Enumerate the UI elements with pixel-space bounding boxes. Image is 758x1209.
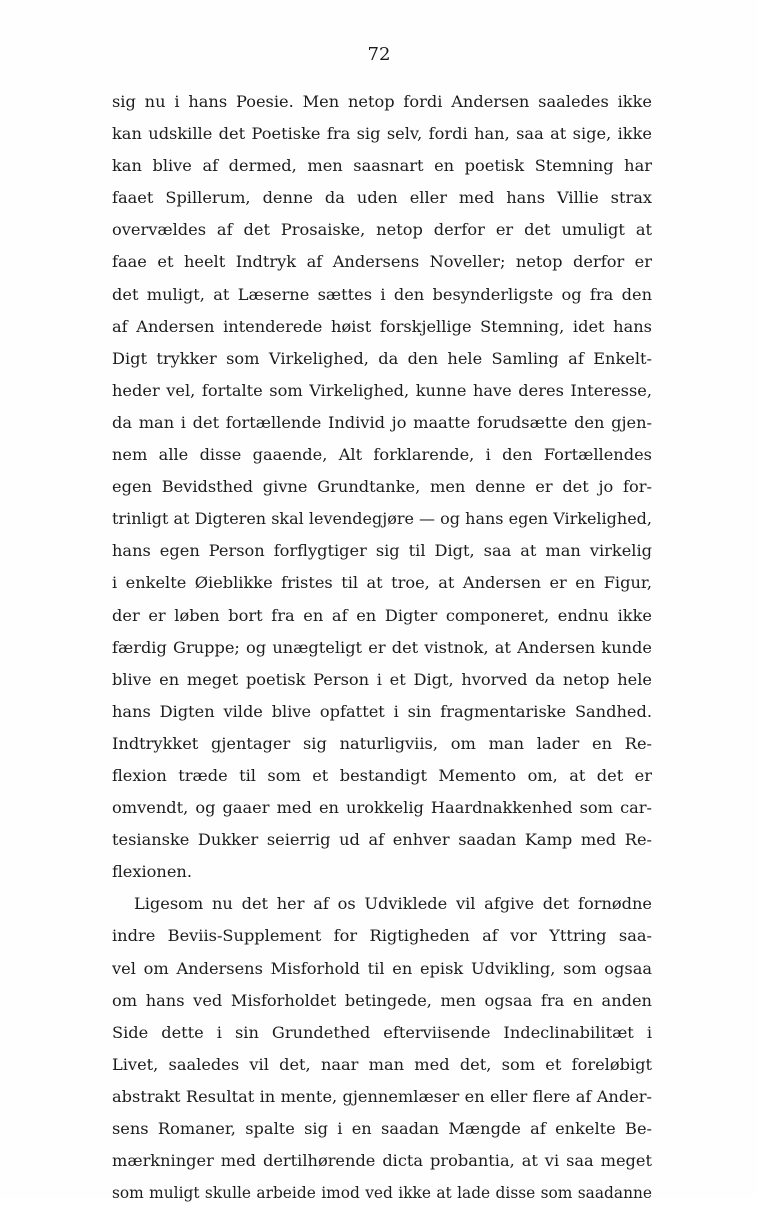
text-line: vel om Andersens Misforhold til en episk Udvikling, som ogsaa xyxy=(112,958,652,978)
text-line: Digt trykker som Virkelighed, da den hele Samling af Enkelt- xyxy=(112,348,652,368)
body-text xyxy=(112,86,652,1209)
text-line: det muligt, at Læserne sættes i den besynderligste og fra den xyxy=(112,284,652,304)
text-line: nem alle disse gaaende, Alt forklarende, i den Fortællendes xyxy=(112,445,652,465)
text-line: faaet Spillerum, denne da uden eller med hans Villie strax xyxy=(112,188,652,208)
text-line: heder vel, fortalte som Virkelighed, kunne have deres Interesse, xyxy=(112,380,652,400)
text-line: egen Bevidsthed givne Grundtanke, men denne er det jo for- xyxy=(112,477,652,497)
text-line: indre Beviis-Supplement for Rigtigheden af vor Yttring saa- xyxy=(112,926,652,946)
text-line: i enkelte Øieblikke fristes til at troe, at Andersen er en Figur, xyxy=(112,573,652,593)
text-line: der er løben bort fra en af en Digter componeret, endnu ikke xyxy=(112,605,652,625)
text-line: tesianske Dukker seierrig ud af enhver saadan Kamp med Re- xyxy=(112,830,652,850)
text-line: faae et heelt Indtryk af Andersens Noveller; netop derfor er xyxy=(112,252,652,272)
text-line: sig nu i hans Poesie. Men netop fordi Andersen saaledes ikke xyxy=(112,92,652,111)
text-line: kan blive af dermed, men saasnart en poetisk Stemning har xyxy=(112,156,652,176)
text-line: hans egen Person forflygtiger sig til Digt, saa at man virkelig xyxy=(112,541,652,561)
text-line: da man i det fortællende Individ jo maatte forudsætte den gjen- xyxy=(112,412,652,432)
text-line: blive en meget poetisk Person i et Digt, hvorved da netop hele xyxy=(112,669,652,689)
text-line: mærkninger med dertilhørende dicta probantia, at vi saa meget xyxy=(112,1151,652,1171)
text-line: flexion træde til som et bestandigt Memento om, at det er xyxy=(112,765,652,785)
text-line: om hans ved Misforholdet betingede, men ogsaa fra en anden xyxy=(112,990,652,1010)
text-line: Indtrykket gjentager sig naturligviis, om man lader en Re- xyxy=(112,733,652,753)
text-line: overvældes af det Prosaiske, netop derfor er det umuligt at xyxy=(112,220,652,240)
text-line: flexionen. xyxy=(112,862,193,882)
text-line: som muligt skulle arbeide imod ved ikke at lade disse som saadanne xyxy=(112,1184,652,1203)
text-line: Livet, saaledes vil det, naar man med det, som et foreløbigt xyxy=(112,1054,652,1074)
text-line: kan udskille det Poetiske fra sig selv, fordi han, saa at sige, ikke xyxy=(112,124,652,144)
text-line: omvendt, og gaaer med en urokkelig Haardnakkenhed som car- xyxy=(112,798,652,818)
text-line: Side dette i sin Grundethed efterviisende Indeclinabilitæt i xyxy=(112,1022,652,1042)
page-number: 72 xyxy=(367,44,391,65)
text-line: abstrakt Resultat in mente, gjennemlæser en eller flere af Ander- xyxy=(112,1086,652,1106)
text-line: sens Romaner, spalte sig i en saadan Mængde af enkelte Be- xyxy=(112,1119,652,1138)
text-line: Ligesom nu det her af os Udviklede vil afgive det fornødne xyxy=(134,894,652,914)
text-line: hans Digten vilde blive opfattet i sin fragmentariske Sandhed. xyxy=(112,701,652,721)
text-line: trinligt at Digteren skal levendegjøre — og hans egen Virkelighed, xyxy=(112,509,652,529)
text-line: af Andersen intenderede høist forskjellige Stemning, idet hans xyxy=(112,316,652,336)
text-line: færdig Gruppe; og unægteligt er det vistnok, at Andersen kunde xyxy=(112,637,652,657)
